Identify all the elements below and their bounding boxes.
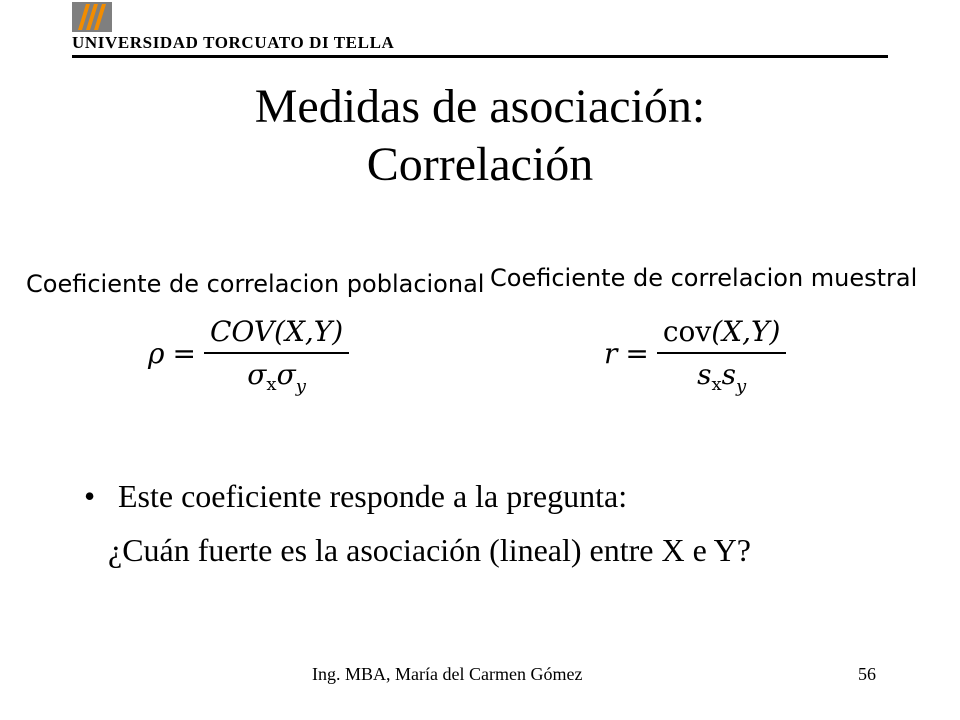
population-correlation-formula <box>148 315 349 397</box>
subscript-x: x <box>711 374 722 395</box>
sigma-x: σ <box>247 358 267 391</box>
denominator <box>691 354 752 397</box>
equals-sign: = <box>172 336 196 370</box>
sample-correlation-formula <box>604 315 786 397</box>
rho-symbol: ρ <box>148 336 165 370</box>
s-y: s <box>721 358 736 391</box>
r-symbol: r <box>604 336 618 370</box>
slide-title-line-1: Medidas de asociación: <box>254 80 706 133</box>
fraction <box>204 315 349 397</box>
university-logo-icon <box>72 2 112 32</box>
header-divider <box>72 55 888 58</box>
population-coefficient-label: Coeficiente de correlacion poblacional <box>26 270 485 298</box>
sigma-y: σ <box>276 358 296 391</box>
s-x: s <box>697 358 712 391</box>
fraction <box>657 315 787 397</box>
subscript-x: x <box>266 374 277 395</box>
university-name: UNIVERSIDAD TORCUATO DI TELLA <box>72 33 395 52</box>
footer-author: Ing. MBA, María del Carmen Gómez <box>312 664 583 684</box>
bullet-text: Este coeficiente responde a la pregunta: <box>118 478 628 514</box>
subscript-y: y <box>295 376 306 397</box>
equals-sign: = <box>625 336 649 370</box>
numerator <box>657 315 787 352</box>
bullet-icon: • <box>84 478 96 514</box>
subscript-y: y <box>735 376 747 397</box>
cov-arguments: (X,Y) <box>711 315 781 348</box>
denominator <box>241 354 312 397</box>
page-number: 56 <box>858 664 876 684</box>
numerator: COV(X,Y) <box>209 315 344 348</box>
bullet-item <box>84 478 627 515</box>
sample-coefficient-label: Coeficiente de correlacion muestral <box>490 264 918 292</box>
cov-function: cov <box>662 315 712 348</box>
question-text: ¿Cuán fuerte es la asociación (lineal) entre X e Y? <box>108 532 751 568</box>
slide-title-line-2: Correlación <box>366 138 594 191</box>
slide-title <box>0 78 960 194</box>
